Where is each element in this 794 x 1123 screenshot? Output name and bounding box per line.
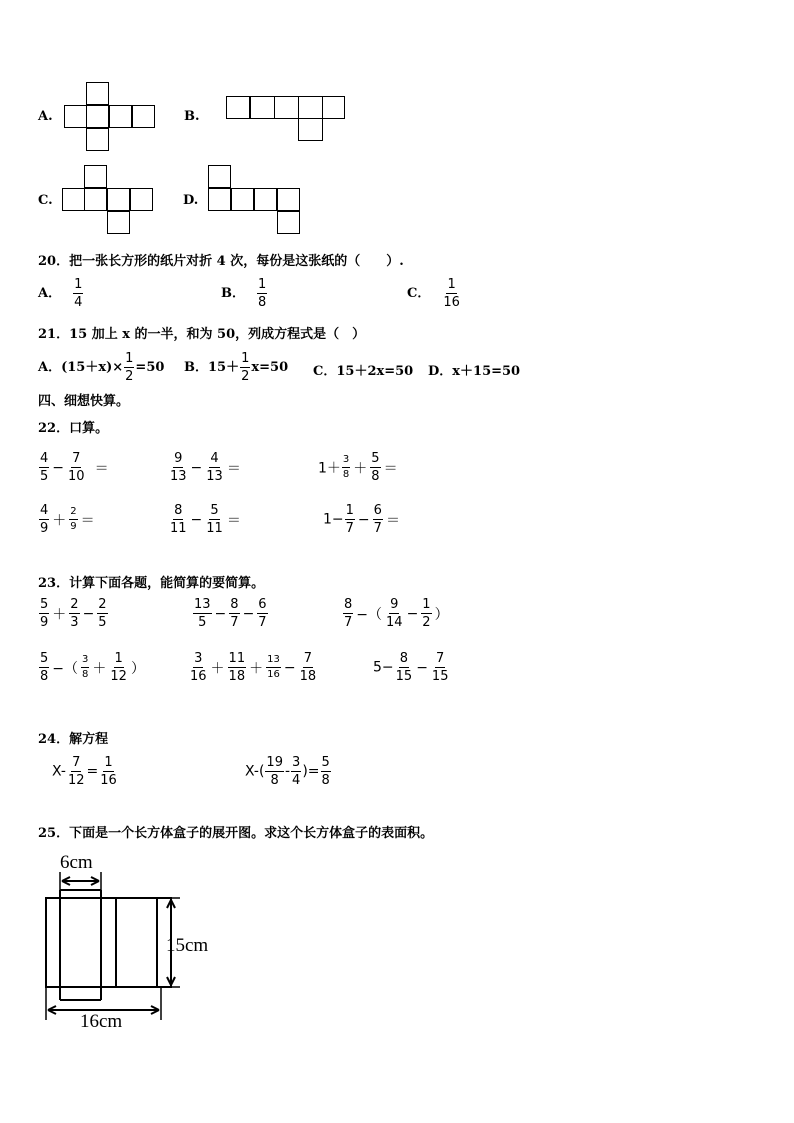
fraction: $\frac{3}{16}$: [190, 651, 207, 684]
q24-stem: 24．解方程: [38, 732, 109, 747]
q24-equation-1: X- $\frac{7}{12}$ = $\frac{1}{16}$: [52, 755, 117, 788]
q23-expr-4: $\frac{5}{8}$ −（ $\frac{3}{8}$ ＋ $\frac{1}{12}$ ）: [40, 651, 145, 684]
fraction: $\frac{7}{18}$: [299, 651, 317, 684]
fraction: $\frac{1}{4}$: [74, 277, 83, 310]
box-net-diagram: [40, 850, 230, 1030]
fraction: $\frac{7}{12}$: [67, 755, 85, 788]
fraction: $\frac{4}{13}$: [206, 451, 223, 484]
fraction: $\frac{3}{4}$: [292, 755, 301, 788]
fraction: $\frac{1}{12}$: [110, 651, 127, 684]
net-figure-b: [226, 96, 346, 144]
fraction: $\frac{1}{16}$: [443, 277, 460, 310]
fraction: $\frac{1}{2}$: [422, 597, 431, 630]
dim-label-height: 15cm: [166, 935, 209, 956]
fraction: $\frac{19}{8}$: [266, 755, 283, 788]
fraction: $\frac{8}{11}$: [170, 503, 187, 536]
q20-option-b: B． $\frac{1}{8}$: [221, 277, 267, 310]
q25-stem: 25．下面是一个长方体盒子的展开图。求这个长方体盒子的表面积。: [38, 826, 434, 841]
fraction: $\frac{4}{5}$: [40, 451, 49, 484]
fraction: $\frac{1}{16}$: [100, 755, 117, 788]
q24-equation-2: X-( $\frac{19}{8}$ - $\frac{3}{4}$ )= $\frac{5}{8}$: [245, 755, 330, 788]
q22-stem: 22．口算。: [38, 421, 109, 436]
fraction: $\frac{7}{10}$: [68, 451, 85, 484]
fraction: $\frac{6}{7}$: [258, 597, 267, 630]
q20-option-a: A． $\frac{1}{4}$: [38, 277, 83, 310]
net-figure-c: [62, 165, 156, 237]
fraction: $\frac{13}{16}$: [267, 654, 280, 680]
fraction: $\frac{9}{13}$: [170, 451, 187, 484]
section-heading: 四、细想快算。: [38, 394, 130, 409]
fraction: $\frac{2}{9}$: [70, 506, 77, 532]
fraction: $\frac{13}{5}$: [194, 597, 211, 630]
q22-expr-5: $\frac{8}{11}$ − $\frac{5}{11}$ ＝: [170, 503, 241, 536]
fraction: $\frac{5}{8}$: [371, 451, 380, 484]
fraction: $\frac{1}{2}$: [241, 351, 250, 384]
q22-expr-1: $\frac{4}{5}$ − $\frac{7}{10}$ ＝: [40, 451, 109, 484]
option-a-label: A.: [38, 109, 53, 124]
q23-expr-1: $\frac{5}{9}$ ＋ $\frac{2}{3}$ − $\frac{2}{5}$: [40, 597, 107, 630]
fraction: $\frac{3}{8}$: [82, 654, 89, 680]
option-d-label: D.: [183, 193, 199, 208]
option-c-label: C.: [38, 193, 53, 208]
fraction: $\frac{1}{8}$: [258, 277, 267, 310]
q22-expr-3: 1＋ $\frac{3}{8}$ ＋ $\frac{5}{8}$ ＝: [318, 451, 398, 484]
q23-expr-6: 5− $\frac{8}{15}$ − $\frac{7}{15}$: [373, 651, 449, 684]
fraction: $\frac{2}{3}$: [70, 597, 79, 630]
fraction: $\frac{6}{7}$: [373, 503, 382, 536]
fraction: $\frac{4}{9}$: [40, 503, 49, 536]
net-figure-a: [64, 82, 156, 152]
fraction: $\frac{2}{5}$: [98, 597, 107, 630]
fraction: $\frac{1}{7}$: [345, 503, 354, 536]
q22-expr-6: 1− $\frac{1}{7}$ − $\frac{6}{7}$ ＝: [323, 503, 400, 536]
fraction: $\frac{5}{9}$: [40, 597, 49, 630]
fraction: $\frac{11}{18}$: [228, 651, 246, 684]
q23-expr-3: $\frac{8}{7}$ −（ $\frac{9}{14}$ − $\frac{1}{2}$ ）: [344, 597, 449, 630]
fraction: $\frac{8}{15}$: [395, 651, 413, 684]
fraction: $\frac{8}{7}$: [344, 597, 353, 630]
fraction: $\frac{5}{8}$: [321, 755, 330, 788]
option-b-label: B.: [184, 109, 200, 124]
net-figure-d: [208, 165, 302, 237]
q23-stem: 23．计算下面各题，能简算的要简算。: [38, 576, 265, 591]
q21-option-a: A．(15＋x)× $\frac{1}{2}$ =50: [38, 351, 165, 384]
q21-option-c: C．15＋2x=50: [313, 364, 414, 379]
dim-label-length: 16cm: [80, 1011, 123, 1032]
q23-expr-2: $\frac{13}{5}$ − $\frac{8}{7}$ − $\frac{6}{7}$: [194, 597, 267, 630]
q21-option-d: D．x＋15=50: [428, 364, 521, 379]
fraction: $\frac{8}{7}$: [230, 597, 239, 630]
fraction: $\frac{3}{8}$: [342, 454, 350, 480]
fraction: $\frac{9}{14}$: [386, 597, 403, 630]
q23-expr-5: $\frac{3}{16}$ ＋ $\frac{11}{18}$ ＋ $\frac{13}{16}$ − $\frac{7}{18}$: [190, 651, 317, 684]
fraction: $\frac{7}{15}$: [431, 651, 449, 684]
q22-expr-4: $\frac{4}{9}$ ＋ $\frac{2}{9}$ ＝: [40, 503, 95, 536]
fraction: $\frac{5}{11}$: [206, 503, 223, 536]
q22-expr-2: $\frac{9}{13}$ − $\frac{4}{13}$ ＝: [170, 451, 241, 484]
q20-option-c: C． $\frac{1}{16}$: [407, 277, 460, 310]
q20-stem: 20．把一张长方形的纸片对折 4 次，每份是这张纸的（ ）.: [38, 254, 404, 269]
fraction: $\frac{1}{2}$: [125, 351, 134, 384]
q21-option-b: B．15＋ $\frac{1}{2}$ x=50: [184, 351, 289, 384]
dim-label-width: 6cm: [60, 852, 93, 873]
fraction: $\frac{5}{8}$: [40, 651, 49, 684]
q21-stem: 21．15 加上 x 的一半，和为 50，列成方程式是（ ）: [38, 327, 366, 342]
